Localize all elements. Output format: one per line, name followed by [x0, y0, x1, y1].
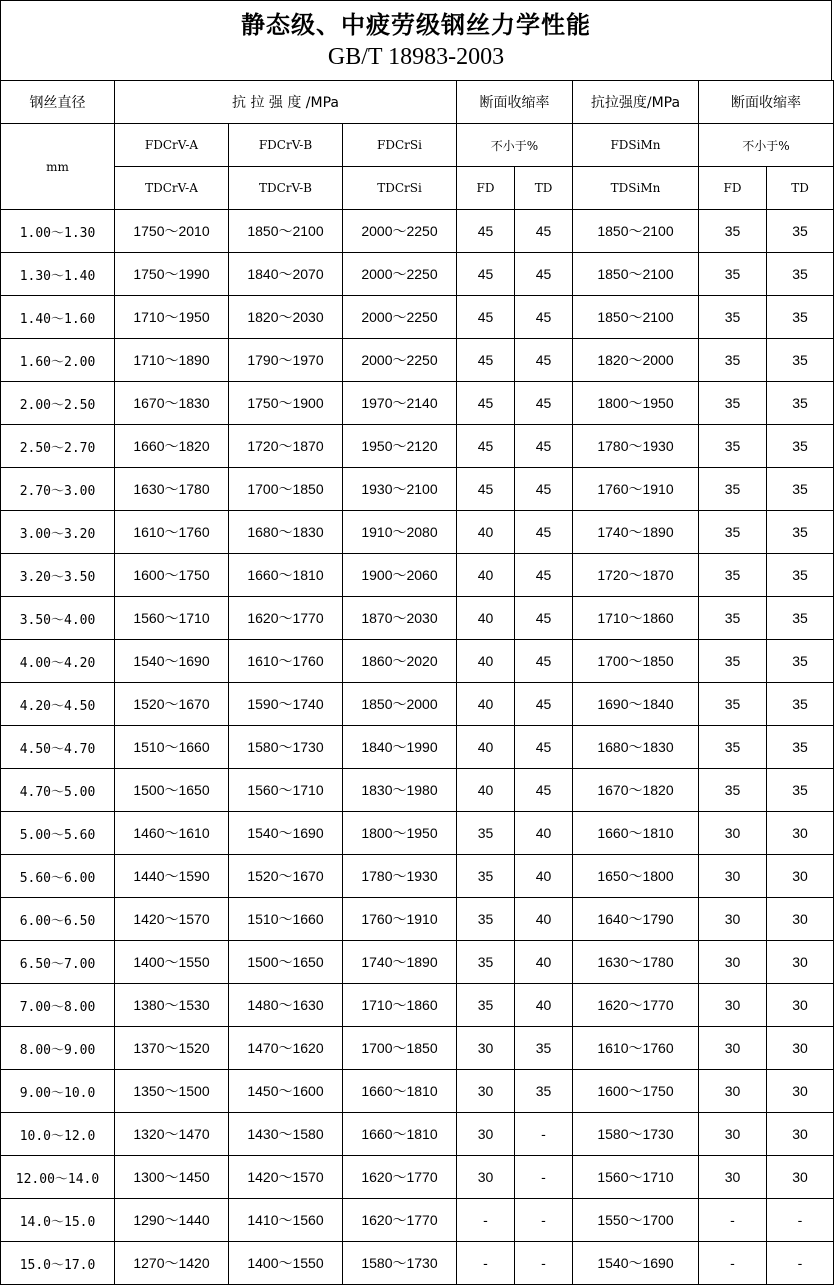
reduction-fd-2-cell: 35: [699, 296, 767, 339]
header-reduction-of-area-2: 断面收缩率: [699, 81, 834, 124]
reduction-fd-1-cell: 40: [457, 769, 515, 812]
table-row: [1, 1070, 834, 1113]
tensile-simn-cell: 1800～1950: [573, 382, 699, 425]
reduction-td-2-cell: 30: [767, 1027, 834, 1070]
reduction-td-1-cell: 45: [515, 597, 573, 640]
reduction-fd-2-cell: 35: [699, 253, 767, 296]
tensile-crsi-cell: 1840～1990: [343, 726, 457, 769]
table-row: [1, 1156, 834, 1199]
reduction-td-1-cell: 45: [515, 468, 573, 511]
tensile-crsi-cell: 1620～1770: [343, 1199, 457, 1242]
diameter-cell: 4.50～4.70: [1, 726, 115, 769]
reduction-td-2-cell: 30: [767, 1070, 834, 1113]
tensile-crv-a-cell: 1460～1610: [115, 812, 229, 855]
tensile-simn-cell: 1550～1700: [573, 1199, 699, 1242]
tensile-simn-cell: 1560～1710: [573, 1156, 699, 1199]
tensile-crv-b-cell: 1540～1690: [229, 812, 343, 855]
reduction-fd-1-cell: 40: [457, 597, 515, 640]
tensile-simn-cell: 1600～1750: [573, 1070, 699, 1113]
table-row: [1, 468, 834, 511]
header-min-percent-1: 不小于%: [457, 124, 573, 167]
tensile-crv-a-cell: 1710～1950: [115, 296, 229, 339]
tensile-crsi-cell: 1710～1860: [343, 984, 457, 1027]
reduction-fd-1-cell: 45: [457, 339, 515, 382]
table-body: [1, 210, 834, 1285]
reduction-td-1-cell: 45: [515, 511, 573, 554]
reduction-td-2-cell: 35: [767, 554, 834, 597]
tensile-crv-a-cell: 1520～1670: [115, 683, 229, 726]
diameter-cell: 4.20～4.50: [1, 683, 115, 726]
reduction-fd-2-cell: 35: [699, 769, 767, 812]
header-grade-fdsimn: FDSiMn: [573, 124, 699, 167]
reduction-td-1-cell: 40: [515, 855, 573, 898]
tensile-simn-cell: 1700～1850: [573, 640, 699, 683]
header-grade-tdsimn: TDSiMn: [573, 167, 699, 210]
reduction-fd-2-cell: 35: [699, 425, 767, 468]
reduction-fd-2-cell: 35: [699, 339, 767, 382]
tensile-crsi-cell: 2000～2250: [343, 296, 457, 339]
header-reduction-of-area-1: 断面收缩率: [457, 81, 573, 124]
reduction-td-1-cell: 45: [515, 640, 573, 683]
table-row: [1, 382, 834, 425]
reduction-fd-2-cell: 30: [699, 1156, 767, 1199]
table-row: [1, 1199, 834, 1242]
reduction-fd-1-cell: 35: [457, 812, 515, 855]
reduction-fd-1-cell: 30: [457, 1156, 515, 1199]
tensile-crsi-cell: 1910～2080: [343, 511, 457, 554]
tensile-simn-cell: 1850～2100: [573, 253, 699, 296]
table-row: [1, 812, 834, 855]
tensile-crsi-cell: 2000～2250: [343, 253, 457, 296]
page-title: 静态级、中疲劳级钢丝力学性能: [241, 10, 591, 39]
reduction-fd-1-cell: 40: [457, 683, 515, 726]
tensile-crv-a-cell: 1610～1760: [115, 511, 229, 554]
tensile-crv-a-cell: 1540～1690: [115, 640, 229, 683]
reduction-fd-2-cell: 30: [699, 812, 767, 855]
diameter-cell: 1.00～1.30: [1, 210, 115, 253]
reduction-fd-1-cell: 45: [457, 382, 515, 425]
diameter-cell: 3.00～3.20: [1, 511, 115, 554]
reduction-fd-2-cell: 35: [699, 468, 767, 511]
diameter-cell: 3.50～4.00: [1, 597, 115, 640]
tensile-crsi-cell: 1870～2030: [343, 597, 457, 640]
diameter-cell: 2.50～2.70: [1, 425, 115, 468]
tensile-crv-a-cell: 1710～1890: [115, 339, 229, 382]
tensile-crv-b-cell: 1510～1660: [229, 898, 343, 941]
tensile-crv-b-cell: 1560～1710: [229, 769, 343, 812]
tensile-crsi-cell: 1740～1890: [343, 941, 457, 984]
tensile-crv-a-cell: 1560～1710: [115, 597, 229, 640]
table-row: [1, 511, 834, 554]
reduction-td-2-cell: 35: [767, 726, 834, 769]
reduction-fd-2-cell: 35: [699, 554, 767, 597]
reduction-td-1-cell: 45: [515, 769, 573, 812]
tensile-crsi-cell: 1930～2100: [343, 468, 457, 511]
reduction-fd-2-cell: 30: [699, 1113, 767, 1156]
diameter-cell: 5.00～5.60: [1, 812, 115, 855]
tensile-simn-cell: 1620～1770: [573, 984, 699, 1027]
tensile-simn-cell: 1630～1780: [573, 941, 699, 984]
diameter-cell: 1.30～1.40: [1, 253, 115, 296]
diameter-cell: 14.0～15.0: [1, 1199, 115, 1242]
header-diameter: 钢丝直径: [1, 81, 115, 124]
tensile-crv-b-cell: 1430～1580: [229, 1113, 343, 1156]
diameter-cell: 6.00～6.50: [1, 898, 115, 941]
table-row: [1, 941, 834, 984]
reduction-td-1-cell: -: [515, 1242, 573, 1285]
reduction-td-2-cell: 30: [767, 855, 834, 898]
reduction-td-1-cell: -: [515, 1113, 573, 1156]
reduction-td-1-cell: -: [515, 1199, 573, 1242]
tensile-crv-b-cell: 1850～2100: [229, 210, 343, 253]
table-row: [1, 683, 834, 726]
tensile-simn-cell: 1720～1870: [573, 554, 699, 597]
reduction-fd-1-cell: 30: [457, 1027, 515, 1070]
diameter-cell: 8.00～9.00: [1, 1027, 115, 1070]
tensile-crv-a-cell: 1670～1830: [115, 382, 229, 425]
tensile-crv-b-cell: 1520～1670: [229, 855, 343, 898]
diameter-cell: 4.00～4.20: [1, 640, 115, 683]
tensile-crv-b-cell: 1500～1650: [229, 941, 343, 984]
reduction-fd-2-cell: -: [699, 1199, 767, 1242]
header-td-2: TD: [767, 167, 834, 210]
diameter-cell: 3.20～3.50: [1, 554, 115, 597]
table-row: [1, 210, 834, 253]
reduction-td-1-cell: 45: [515, 425, 573, 468]
tensile-crsi-cell: 1950～2120: [343, 425, 457, 468]
tensile-crv-a-cell: 1500～1650: [115, 769, 229, 812]
tensile-crv-b-cell: 1750～1900: [229, 382, 343, 425]
diameter-cell: 10.0～12.0: [1, 1113, 115, 1156]
reduction-td-1-cell: 45: [515, 296, 573, 339]
diameter-cell: 15.0～17.0: [1, 1242, 115, 1285]
tensile-simn-cell: 1670～1820: [573, 769, 699, 812]
tensile-crv-a-cell: 1290～1440: [115, 1199, 229, 1242]
table-row: [1, 253, 834, 296]
reduction-fd-1-cell: 30: [457, 1070, 515, 1113]
tensile-simn-cell: 1820～2000: [573, 339, 699, 382]
tensile-crv-b-cell: 1790～1970: [229, 339, 343, 382]
reduction-td-2-cell: 30: [767, 941, 834, 984]
tensile-crv-a-cell: 1300～1450: [115, 1156, 229, 1199]
reduction-fd-2-cell: 35: [699, 511, 767, 554]
reduction-td-2-cell: 30: [767, 812, 834, 855]
mechanical-properties-table: [0, 80, 834, 1285]
header-grade-fdcrv-b: FDCrV-B: [229, 124, 343, 167]
header-grade-tdcrv-a: TDCrV-A: [115, 167, 229, 210]
reduction-fd-1-cell: 35: [457, 984, 515, 1027]
reduction-fd-1-cell: 35: [457, 898, 515, 941]
reduction-td-2-cell: 35: [767, 640, 834, 683]
header-grade-fdcrv-a: FDCrV-A: [115, 124, 229, 167]
tensile-crv-a-cell: 1660～1820: [115, 425, 229, 468]
tensile-simn-cell: 1650～1800: [573, 855, 699, 898]
reduction-fd-1-cell: 40: [457, 726, 515, 769]
tensile-crv-b-cell: 1480～1630: [229, 984, 343, 1027]
tensile-crv-b-cell: 1450～1600: [229, 1070, 343, 1113]
table-row: [1, 640, 834, 683]
reduction-fd-1-cell: -: [457, 1199, 515, 1242]
tensile-simn-cell: 1780～1930: [573, 425, 699, 468]
table-row: [1, 1027, 834, 1070]
reduction-fd-1-cell: 45: [457, 210, 515, 253]
tensile-crv-a-cell: 1750～2010: [115, 210, 229, 253]
tensile-simn-cell: 1680～1830: [573, 726, 699, 769]
reduction-fd-2-cell: 35: [699, 597, 767, 640]
header-fd-2: FD: [699, 167, 767, 210]
reduction-td-1-cell: 45: [515, 726, 573, 769]
table-row: [1, 984, 834, 1027]
tensile-crsi-cell: 1760～1910: [343, 898, 457, 941]
reduction-td-2-cell: 35: [767, 597, 834, 640]
reduction-fd-1-cell: 40: [457, 554, 515, 597]
reduction-fd-1-cell: 45: [457, 468, 515, 511]
header-unit-mm: mm: [1, 124, 115, 210]
reduction-fd-1-cell: 40: [457, 511, 515, 554]
tensile-crsi-cell: 2000～2250: [343, 339, 457, 382]
tensile-simn-cell: 1850～2100: [573, 296, 699, 339]
reduction-td-2-cell: 30: [767, 984, 834, 1027]
title-block: [0, 0, 832, 80]
reduction-fd-1-cell: -: [457, 1242, 515, 1285]
reduction-fd-1-cell: 45: [457, 253, 515, 296]
reduction-td-2-cell: 30: [767, 898, 834, 941]
reduction-fd-2-cell: 30: [699, 941, 767, 984]
reduction-td-2-cell: -: [767, 1199, 834, 1242]
reduction-td-1-cell: 40: [515, 812, 573, 855]
tensile-crv-a-cell: 1440～1590: [115, 855, 229, 898]
tensile-crv-a-cell: 1270～1420: [115, 1242, 229, 1285]
table-row: [1, 769, 834, 812]
header-min-percent-2: 不小于%: [699, 124, 834, 167]
tensile-crv-b-cell: 1680～1830: [229, 511, 343, 554]
tensile-crv-b-cell: 1410～1560: [229, 1199, 343, 1242]
tensile-crv-b-cell: 1660～1810: [229, 554, 343, 597]
tensile-simn-cell: 1640～1790: [573, 898, 699, 941]
reduction-td-1-cell: -: [515, 1156, 573, 1199]
reduction-td-1-cell: 45: [515, 554, 573, 597]
tensile-simn-cell: 1740～1890: [573, 511, 699, 554]
tensile-simn-cell: 1610～1760: [573, 1027, 699, 1070]
reduction-td-2-cell: 35: [767, 339, 834, 382]
tensile-crv-a-cell: 1630～1780: [115, 468, 229, 511]
tensile-crv-b-cell: 1700～1850: [229, 468, 343, 511]
reduction-td-1-cell: 35: [515, 1027, 573, 1070]
standard-code: GB/T 18983-2003: [327, 44, 505, 70]
diameter-cell: 2.00～2.50: [1, 382, 115, 425]
reduction-td-1-cell: 45: [515, 253, 573, 296]
tensile-simn-cell: 1760～1910: [573, 468, 699, 511]
header-grade-tdcrv-b: TDCrV-B: [229, 167, 343, 210]
reduction-fd-2-cell: 30: [699, 984, 767, 1027]
header-grade-tdcrsi: TDCrSi: [343, 167, 457, 210]
tensile-crsi-cell: 1780～1930: [343, 855, 457, 898]
reduction-td-1-cell: 40: [515, 984, 573, 1027]
reduction-td-1-cell: 45: [515, 339, 573, 382]
table-row: [1, 554, 834, 597]
reduction-fd-2-cell: 35: [699, 726, 767, 769]
reduction-fd-1-cell: 45: [457, 296, 515, 339]
tensile-crv-b-cell: 1840～2070: [229, 253, 343, 296]
table-row: [1, 1242, 834, 1285]
table-row: [1, 296, 834, 339]
reduction-td-2-cell: 30: [767, 1156, 834, 1199]
tensile-crv-a-cell: 1380～1530: [115, 984, 229, 1027]
table-row: [1, 855, 834, 898]
tensile-simn-cell: 1710～1860: [573, 597, 699, 640]
tensile-crsi-cell: 1860～2020: [343, 640, 457, 683]
diameter-cell: 1.60～2.00: [1, 339, 115, 382]
reduction-td-2-cell: 35: [767, 296, 834, 339]
reduction-td-2-cell: -: [767, 1242, 834, 1285]
tensile-crv-b-cell: 1610～1760: [229, 640, 343, 683]
reduction-fd-2-cell: 35: [699, 210, 767, 253]
tensile-crv-a-cell: 1750～1990: [115, 253, 229, 296]
reduction-td-1-cell: 35: [515, 1070, 573, 1113]
tensile-crv-a-cell: 1510～1660: [115, 726, 229, 769]
reduction-fd-1-cell: 35: [457, 941, 515, 984]
tensile-crv-a-cell: 1420～1570: [115, 898, 229, 941]
tensile-crv-a-cell: 1350～1500: [115, 1070, 229, 1113]
diameter-cell: 5.60～6.00: [1, 855, 115, 898]
reduction-fd-1-cell: 35: [457, 855, 515, 898]
tensile-crsi-cell: 1970～2140: [343, 382, 457, 425]
diameter-cell: 9.00～10.0: [1, 1070, 115, 1113]
reduction-td-2-cell: 35: [767, 253, 834, 296]
reduction-fd-2-cell: -: [699, 1242, 767, 1285]
reduction-fd-1-cell: 45: [457, 425, 515, 468]
reduction-fd-1-cell: 30: [457, 1113, 515, 1156]
tensile-crsi-cell: 1660～1810: [343, 1070, 457, 1113]
tensile-crv-b-cell: 1620～1770: [229, 597, 343, 640]
reduction-td-1-cell: 45: [515, 210, 573, 253]
reduction-fd-2-cell: 30: [699, 1070, 767, 1113]
reduction-fd-2-cell: 30: [699, 855, 767, 898]
diameter-cell: 6.50～7.00: [1, 941, 115, 984]
diameter-cell: 12.00～14.0: [1, 1156, 115, 1199]
reduction-td-2-cell: 35: [767, 468, 834, 511]
reduction-td-1-cell: 45: [515, 683, 573, 726]
tensile-crv-b-cell: 1720～1870: [229, 425, 343, 468]
reduction-fd-2-cell: 35: [699, 640, 767, 683]
table-row: [1, 726, 834, 769]
reduction-td-2-cell: 35: [767, 382, 834, 425]
tensile-simn-cell: 1540～1690: [573, 1242, 699, 1285]
tensile-crv-a-cell: 1400～1550: [115, 941, 229, 984]
header-grade-fdcrsi: FDCrSi: [343, 124, 457, 167]
tensile-crsi-cell: 2000～2250: [343, 210, 457, 253]
tensile-crsi-cell: 1830～1980: [343, 769, 457, 812]
tensile-crv-a-cell: 1600～1750: [115, 554, 229, 597]
reduction-td-2-cell: 35: [767, 425, 834, 468]
tensile-simn-cell: 1690～1840: [573, 683, 699, 726]
reduction-td-2-cell: 35: [767, 210, 834, 253]
tensile-simn-cell: 1850～2100: [573, 210, 699, 253]
reduction-td-1-cell: 45: [515, 382, 573, 425]
table-row: [1, 1113, 834, 1156]
header-tensile-strength: 抗 拉 强 度 /MPa: [115, 81, 457, 124]
tensile-simn-cell: 1580～1730: [573, 1113, 699, 1156]
diameter-cell: 7.00～8.00: [1, 984, 115, 1027]
tensile-simn-cell: 1660～1810: [573, 812, 699, 855]
header-td-1: TD: [515, 167, 573, 210]
reduction-td-2-cell: 35: [767, 769, 834, 812]
reduction-fd-2-cell: 30: [699, 1027, 767, 1070]
tensile-crv-b-cell: 1590～1740: [229, 683, 343, 726]
diameter-cell: 1.40～1.60: [1, 296, 115, 339]
tensile-crsi-cell: 1660～1810: [343, 1113, 457, 1156]
tensile-crv-b-cell: 1420～1570: [229, 1156, 343, 1199]
tensile-crv-a-cell: 1370～1520: [115, 1027, 229, 1070]
reduction-fd-2-cell: 35: [699, 382, 767, 425]
header-tensile-strength-2: 抗拉强度/MPa: [573, 81, 699, 124]
table-row: [1, 425, 834, 468]
tensile-crsi-cell: 1800～1950: [343, 812, 457, 855]
table-row: [1, 597, 834, 640]
tensile-crv-b-cell: 1580～1730: [229, 726, 343, 769]
diameter-cell: 4.70～5.00: [1, 769, 115, 812]
reduction-fd-1-cell: 40: [457, 640, 515, 683]
tensile-crv-b-cell: 1400～1550: [229, 1242, 343, 1285]
tensile-crsi-cell: 1580～1730: [343, 1242, 457, 1285]
tensile-crsi-cell: 1620～1770: [343, 1156, 457, 1199]
tensile-crsi-cell: 1850～2000: [343, 683, 457, 726]
tensile-crv-b-cell: 1470～1620: [229, 1027, 343, 1070]
tensile-crv-b-cell: 1820～2030: [229, 296, 343, 339]
table-row: [1, 898, 834, 941]
reduction-td-2-cell: 35: [767, 511, 834, 554]
reduction-td-2-cell: 30: [767, 1113, 834, 1156]
reduction-fd-2-cell: 30: [699, 898, 767, 941]
diameter-cell: 2.70～3.00: [1, 468, 115, 511]
tensile-crv-a-cell: 1320～1470: [115, 1113, 229, 1156]
tensile-crsi-cell: 1900～2060: [343, 554, 457, 597]
reduction-td-1-cell: 40: [515, 941, 573, 984]
reduction-fd-2-cell: 35: [699, 683, 767, 726]
reduction-td-1-cell: 40: [515, 898, 573, 941]
tensile-crsi-cell: 1700～1850: [343, 1027, 457, 1070]
reduction-td-2-cell: 35: [767, 683, 834, 726]
header-fd-1: FD: [457, 167, 515, 210]
table-row: [1, 339, 834, 382]
